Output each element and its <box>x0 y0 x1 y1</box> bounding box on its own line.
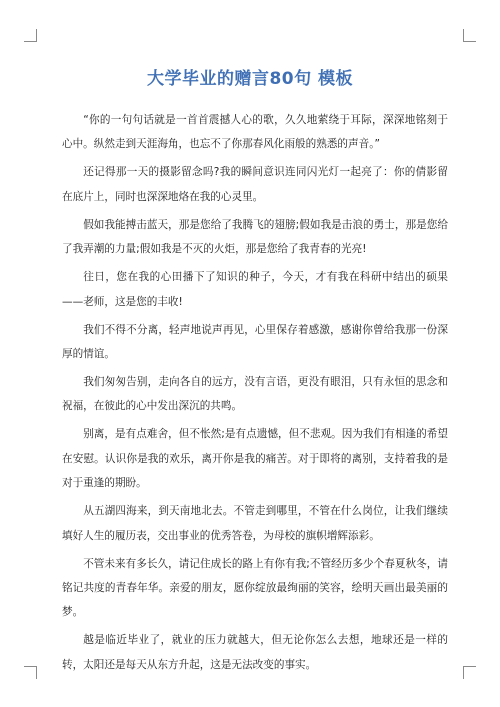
paragraph: 不管未来有多长久，请记住成长的路上有你有我;不管经历多少个春夏秋冬，请铭记共度的青春年华。亲爱的朋友，愿你绽放最绚丽的笑容，绘明天画出最美丽的梦。 <box>62 557 448 619</box>
paragraph: 假如我能搏击蓝天，那是您给了我腾飞的翅膀;假如我是击浪的勇士，那是您给了我弄潮的力量;假如我是不灭的火炬，那是您给了我青春的光亮! <box>62 218 448 256</box>
crop-mark-bottom-right <box>463 666 464 679</box>
document-body <box>62 108 448 681</box>
crop-mark-top-left <box>36 29 37 42</box>
crop-mark-bottom-left <box>36 666 37 679</box>
paragraph: 别离，是有点难舍，但不怅然;是有点遗憾，但不悲观。因为我们有相逢的希望在安慰。认识你是我的欢乐，离开你是我的痛苦。对于即将的离别，支持着我的是对于重逢的期盼。 <box>62 428 448 490</box>
paragraph: 还记得那一天的摄影留念吗?我的瞬间意识连同闪光灯一起亮了：你的倩影留在底片上，同时也深深地烙在我的心灵里。 <box>62 166 448 203</box>
paragraph: 我们匆匆告别，走向各自的远方，没有言语，更没有眼泪，只有永恒的思念和祝福，在彼此的心中发出深沉的共鸣。 <box>62 376 448 413</box>
crop-mark-top-right <box>463 29 464 42</box>
paragraph: 往日，您在我的心田播下了知识的种子，今天，才有我在科研中结出的硕果——老师，这是您的丰收! <box>62 271 448 308</box>
crop-mark-top-right <box>463 41 476 42</box>
crop-mark-bottom-right <box>463 666 476 667</box>
paragraph: 从五湖四海来，到天南地北去。不管走到哪里，不管在什么岗位，让我们继续填好人生的履历表，交出事业的优秀答卷，为母校的旗帜增辉添彩。 <box>62 505 448 542</box>
paragraph: 我们不得不分离，轻声地说声再见，心里保存着感激，感谢你曾给我那一份深厚的情谊。 <box>62 323 448 361</box>
paragraph: 越是临近毕业了，就业的压力就越大，但无论你怎么去想，地球还是一样的转，太阳还是每天从东方升起，这是无法改变的事实。 <box>62 634 448 671</box>
document-title: 大学毕业的赠言80句 模板 <box>146 69 354 89</box>
paragraph: “你的一句句话就是一首首震撼人心的歌，久久地萦绕于耳际，深深地铭刻于心中。纵然走到天涯海角，也忘不了你那春风化雨般的熟悉的声音。” <box>62 114 448 151</box>
